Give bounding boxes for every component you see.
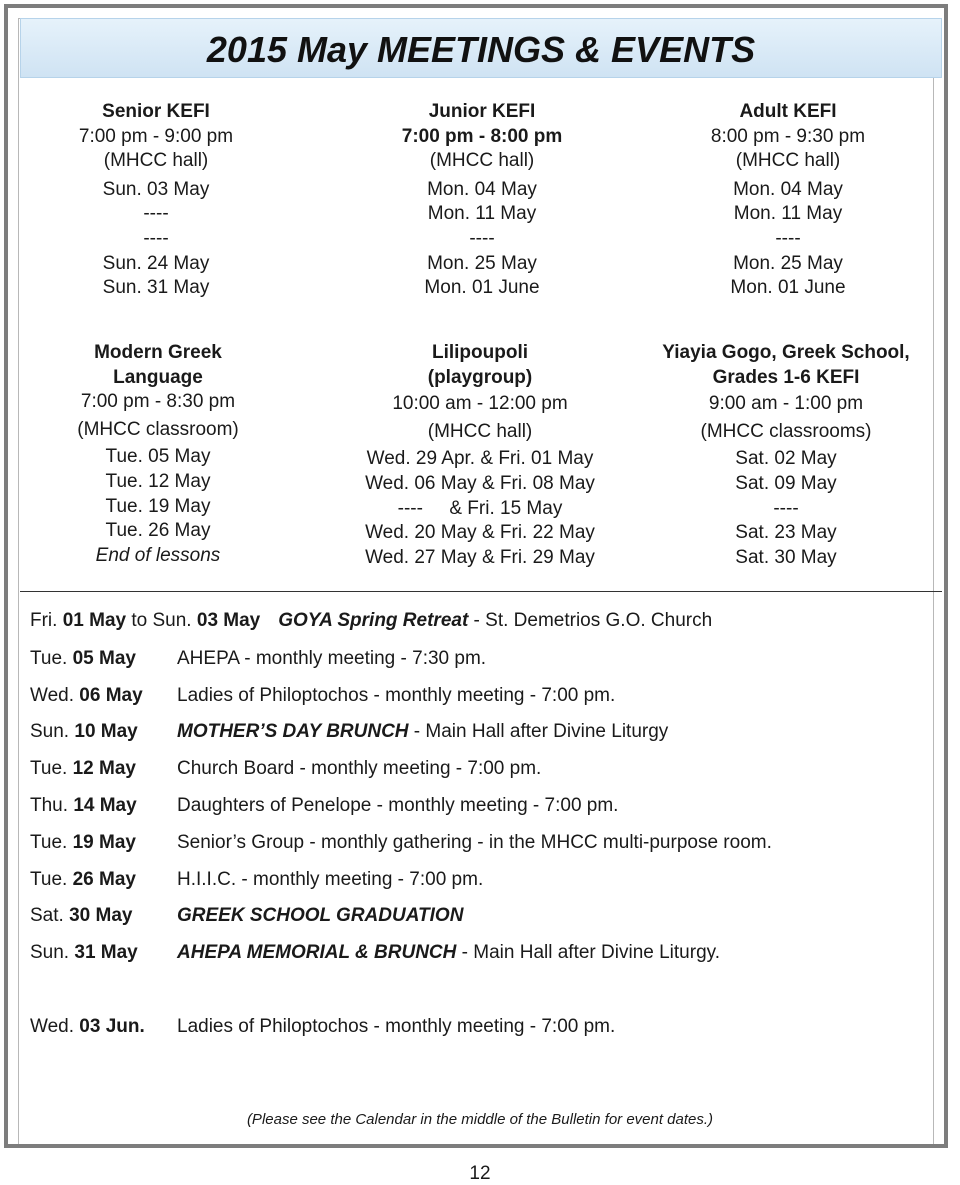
event-description-cell xyxy=(177,869,483,891)
event-date-cell xyxy=(30,905,132,927)
modern-greek-line: (MHCC classroom) xyxy=(77,418,239,440)
calendar-footnote: (Please see the Calendar in the middle of the Bulletin for event dates.) xyxy=(246,1111,714,1128)
event-description: H.I.I.C. - monthly meeting - 7:00 pm. xyxy=(177,869,484,890)
modern-greek-line: Tue. 05 May xyxy=(105,446,211,468)
schedule-modern-greek xyxy=(48,341,268,568)
senior-kefi-line: Senior KEFI xyxy=(102,101,210,122)
event-description-cell xyxy=(177,648,486,670)
event-date: 06 May xyxy=(79,685,143,706)
adult-kefi-line: Mon. 01 June xyxy=(730,277,846,299)
event-date: 05 May xyxy=(72,648,136,669)
lilipoupoli-line: Wed. 20 May & Fri. 22 May xyxy=(365,522,595,544)
schedule-adult-kefi xyxy=(680,100,896,301)
event-day: Tue. xyxy=(30,832,73,853)
senior-kefi-line: Sun. 24 May xyxy=(102,252,210,274)
junior-kefi-line: Mon. 11 May xyxy=(427,203,537,225)
event-description: - Main Hall after Divine Liturgy. xyxy=(456,942,720,963)
event-description: Senior’s Group - monthly gathering - in the MHCC multi-purpose room. xyxy=(177,832,772,853)
page-title: 2015 May MEETINGS & EVENTS xyxy=(206,29,756,70)
modern-greek-line: 7:00 pm - 8:30 pm xyxy=(80,391,236,413)
yiayia-gogo-line: ---- xyxy=(773,497,799,519)
schedule-yiayia-gogo xyxy=(640,341,932,570)
adult-kefi-line: Mon. 25 May xyxy=(733,252,843,274)
event-date-cell xyxy=(30,832,136,854)
event-day: Fri. xyxy=(30,610,63,631)
modern-greek-line: Tue. 26 May xyxy=(105,520,211,542)
event-date: 03 May xyxy=(196,610,261,631)
event-day: Tue. xyxy=(30,648,73,669)
lilipoupoli-line: ---- & Fri. 15 May xyxy=(397,497,563,519)
event-description: Church Board - monthly meeting - 7:00 pm. xyxy=(177,758,542,779)
junior-kefi-line: (MHCC hall) xyxy=(429,150,535,172)
event-date-cell xyxy=(30,795,137,817)
event-date: 01 May xyxy=(62,610,127,631)
event-title: GREEK SCHOOL GRADUATION xyxy=(177,905,464,926)
event-date-cell xyxy=(30,648,136,670)
event-day: Sun. xyxy=(30,721,75,742)
event-title: AHEPA MEMORIAL & BRUNCH xyxy=(177,942,457,963)
lilipoupoli-line: 10:00 am - 12:00 pm xyxy=(392,393,568,415)
senior-kefi-line: Sun. 31 May xyxy=(102,277,210,299)
event-date-cell xyxy=(30,1016,145,1038)
event-date-cell xyxy=(30,942,138,964)
event-day: Wed. xyxy=(30,685,80,706)
event-day: to Sun. xyxy=(126,610,197,631)
event-description-cell xyxy=(177,758,541,780)
modern-greek-line: Language xyxy=(113,366,203,388)
lilipoupoli-line: Wed. 29 Apr. & Fri. 01 May xyxy=(366,448,594,470)
event-title: GOYA Spring Retreat xyxy=(278,610,469,631)
event-date: 14 May xyxy=(73,795,137,816)
lilipoupoli-line: (playgroup) xyxy=(427,366,533,388)
yiayia-gogo-line: Sat. 23 May xyxy=(735,522,837,544)
lilipoupoli-line: Lilipoupoli xyxy=(431,342,529,363)
event-description-cell xyxy=(177,905,463,927)
event-day: Tue. xyxy=(30,758,73,779)
event-date: 03 Jun. xyxy=(79,1016,145,1037)
lilipoupoli-line: (MHCC hall) xyxy=(427,420,533,442)
senior-kefi-line: 7:00 pm - 9:00 pm xyxy=(78,125,234,147)
event-description: Daughters of Penelope - monthly meeting - 7:00 pm. xyxy=(177,795,619,816)
schedule-junior-kefi xyxy=(367,100,597,301)
lilipoupoli-line: Wed. 27 May & Fri. 29 May xyxy=(365,546,595,568)
event-description-cell xyxy=(177,721,668,743)
modern-greek-line: Modern Greek xyxy=(94,342,222,363)
event-description: - Main Hall after Divine Liturgy xyxy=(408,721,669,742)
schedule-lilipoupoli xyxy=(345,341,615,570)
event-day: Tue. xyxy=(30,869,73,890)
event-date: 12 May xyxy=(72,758,136,779)
page-number: 12 xyxy=(469,1163,491,1184)
event-description-cell xyxy=(177,685,615,707)
event-description: Ladies of Philoptochos - monthly meeting - 7:00 pm. xyxy=(177,1016,616,1037)
event-date: 26 May xyxy=(72,869,136,890)
senior-kefi-line: Sun. 03 May xyxy=(102,178,210,200)
event-description-cell xyxy=(177,942,720,964)
event-title: MOTHER’S DAY BRUNCH xyxy=(177,721,409,742)
event-description: - St. Demetrios G.O. Church xyxy=(468,610,713,631)
event-description-cell xyxy=(177,795,618,817)
event-date: 31 May xyxy=(74,942,138,963)
adult-kefi-line: Mon. 11 May xyxy=(733,203,843,225)
lilipoupoli-line: Wed. 06 May & Fri. 08 May xyxy=(365,472,595,494)
yiayia-gogo-line: Sat. 02 May xyxy=(735,448,837,470)
modern-greek-line: Tue. 12 May xyxy=(105,470,211,492)
schedule-senior-kefi xyxy=(58,100,254,301)
junior-kefi-line: Junior KEFI xyxy=(428,101,536,122)
event-date-cell xyxy=(30,685,143,707)
event-date: 19 May xyxy=(72,832,136,853)
modern-greek-line: End of lessons xyxy=(95,544,221,566)
yiayia-gogo-line: (MHCC classrooms) xyxy=(700,420,872,442)
adult-kefi-line: (MHCC hall) xyxy=(735,150,841,172)
senior-kefi-line: ---- xyxy=(143,227,169,249)
junior-kefi-line: Mon. 25 May xyxy=(427,252,537,274)
event-description-cell xyxy=(177,1016,615,1038)
event-description: Ladies of Philoptochos - monthly meeting - 7:00 pm. xyxy=(177,685,616,706)
event-date-cell xyxy=(30,758,136,780)
title-banner xyxy=(20,18,942,78)
junior-kefi-line: 7:00 pm - 8:00 pm xyxy=(401,125,563,147)
event-date-cell xyxy=(30,869,136,891)
event-day: Wed. xyxy=(30,1016,80,1037)
yiayia-gogo-line: 9:00 am - 1:00 pm xyxy=(708,393,864,415)
event-date-cell xyxy=(30,721,138,743)
event-description-cell xyxy=(177,832,772,854)
modern-greek-line: Tue. 19 May xyxy=(105,495,211,517)
event-description: AHEPA - monthly meeting - 7:30 pm. xyxy=(177,648,487,669)
yiayia-gogo-line: Grades 1-6 KEFI xyxy=(712,366,860,388)
junior-kefi-line: Mon. 01 June xyxy=(424,277,540,299)
yiayia-gogo-line: Yiayia Gogo, Greek School, xyxy=(662,342,910,363)
event-date: 10 May xyxy=(74,721,138,742)
event-line xyxy=(30,610,712,632)
senior-kefi-line: (MHCC hall) xyxy=(103,150,209,172)
junior-kefi-line: Mon. 04 May xyxy=(427,178,537,200)
event-day: Sun. xyxy=(30,942,75,963)
adult-kefi-line: ---- xyxy=(775,227,801,249)
event-day: Sat. xyxy=(30,905,70,926)
yiayia-gogo-line: Sat. 30 May xyxy=(735,546,837,568)
senior-kefi-line: ---- xyxy=(143,203,169,225)
event-date: 30 May xyxy=(69,905,133,926)
junior-kefi-line: ---- xyxy=(469,227,495,249)
adult-kefi-line: Adult KEFI xyxy=(739,101,837,122)
event-day: Thu. xyxy=(30,795,74,816)
yiayia-gogo-line: Sat. 09 May xyxy=(735,472,837,494)
adult-kefi-line: Mon. 04 May xyxy=(733,178,843,200)
adult-kefi-line: 8:00 pm - 9:30 pm xyxy=(710,125,866,147)
section-divider xyxy=(20,591,942,592)
